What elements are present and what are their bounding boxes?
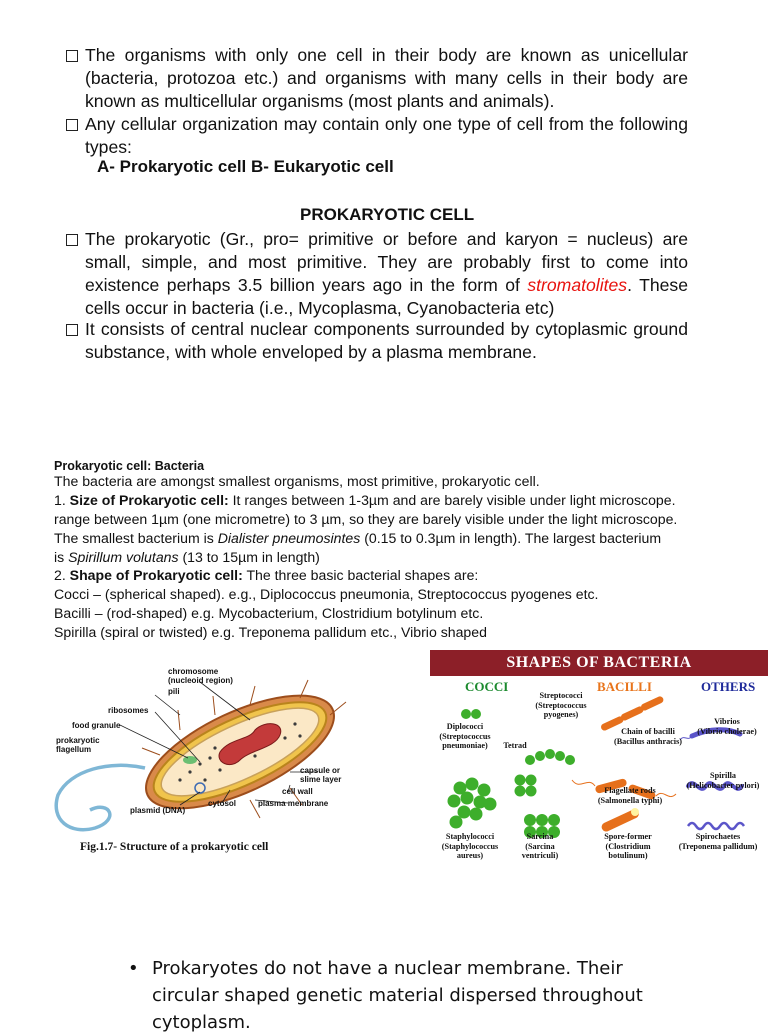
label-text: Spore-former (Clostridium botulinum) [604, 832, 652, 860]
stromatolites-highlight: stromatolites [527, 275, 628, 295]
text-part: is [54, 549, 69, 565]
largest-name: Spirillum volutans [68, 549, 179, 565]
label-text: Spirochaetes (Treponema pallidum) [678, 832, 758, 851]
label-pili: pili [168, 687, 180, 696]
title-text: Prokaryotic cell: Bacteria [54, 459, 205, 473]
size-line [54, 491, 754, 510]
text-part: (0.15 to 0.3µm in length). The largest bacterium [360, 530, 662, 546]
label-cytosol: cytosol [208, 799, 237, 808]
checkbox-bullet-icon [66, 234, 78, 246]
bullet-text: It consists of central nuclear components surrounded by cytoplasmic ground substance, with whole enveloped by a plasma membrane. [85, 319, 688, 362]
label-text: Spirilla (Helicobacter pylori) [686, 771, 760, 790]
checkbox-bullet-icon [66, 324, 78, 336]
label-flagellum-2: flagellum [56, 745, 92, 754]
size-text: It ranges between 1-3µm and are barely visible under light microscope. [228, 492, 676, 508]
bullet-text [66, 228, 688, 320]
size-number: 1. [54, 492, 70, 508]
label-text: Flagellate rods (Salmonella typhi) [597, 786, 663, 805]
label-streptococci [518, 691, 604, 720]
shapes-banner: SHAPES OF BACTERIA [430, 650, 768, 676]
label-spore-former [588, 832, 668, 861]
label-capsule-1: capsule or [300, 766, 341, 775]
checkbox-bullet-icon [66, 119, 78, 131]
prokaryotic-cell-diagram [50, 660, 370, 840]
label-spirochaetes [668, 832, 768, 851]
cell-figure-caption: Fig.1.7- Structure of a prokaryotic cell [80, 841, 269, 853]
spirochaetes-shape [688, 823, 744, 829]
label-ribosomes: ribosomes [108, 706, 149, 715]
label-text: Chain of bacilli (Bacillus anthracis) [613, 727, 682, 746]
label-chromosome: chromosome [168, 667, 219, 676]
bullet-text: Prokaryotes do not have a nuclear membrane. Their circular shaped genetic material dispersed throughout cytoplasm. [152, 958, 643, 1033]
bacilli-line: Bacilli – (rod-shaped) e.g. Mycobacterium, Clostridium botylinum etc. [54, 605, 484, 621]
flagellum-shape [56, 765, 145, 829]
label-text: Tetrad [503, 741, 527, 750]
label-text: Streptococci (Streptococcus pyogenes) [535, 691, 587, 719]
spirilla-line: Spirilla (spiral or twisted) e.g. Treponema pallidum etc., Vibrio shaped [54, 624, 487, 640]
food-granule-shape [183, 756, 197, 764]
checkbox-bullet-icon [66, 50, 78, 62]
label-plasma-membrane: plasma membrane [258, 799, 329, 808]
label-text: Diplococci (Streptococcus pneumoniae) [439, 722, 491, 750]
text-part: (13 to 15µm in length) [178, 549, 320, 565]
bullet-unicellular [66, 44, 688, 113]
bacteria-intro: The bacteria are amongst smallest organisms, most primitive, prokaryotic cell. [54, 473, 540, 489]
shapes-of-bacteria-figure [430, 650, 768, 862]
cocci-line: Cocci – (spherical shaped). e.g., Diplococcus pneumonia, Streptococcus pyogenes etc. [54, 586, 599, 602]
bullet-text: The organisms with only one cell in their body are known as unicellular (bacteria, protozoa etc.) and organisms with many cells in their body are known as multicellular organisms (most plants and animals). [85, 45, 688, 111]
label-sarcina [512, 832, 568, 861]
section-heading: PROKARYOTIC CELL [300, 205, 475, 224]
range-line: range between 1µm (one micrometre) to 3 µm, so they are barely visible under the light microscope. [54, 511, 678, 527]
label-vibrios [686, 717, 768, 736]
spore-former-shape [600, 808, 640, 833]
label-text: Staphylococci (Staphylococcus aureus) [441, 832, 499, 860]
header-bacilli: BACILLI [597, 679, 652, 694]
label-text: Vibrios (Vibrio cholerae) [697, 717, 757, 736]
label-flagellate [580, 786, 680, 805]
shape-label: Shape of Prokaryotic cell: [69, 567, 243, 583]
shape-number: 2. [54, 567, 70, 583]
label-flagellum-1: prokaryotic [56, 736, 100, 745]
smallest-name: Dialister pneumosintes [217, 530, 361, 546]
label-chain-bacilli [598, 727, 698, 746]
label-spirilla [678, 771, 768, 790]
label-food-granule: food granule [72, 721, 121, 730]
bullet-prokaryotic-definition [66, 228, 688, 320]
bullet-dot-icon: • [128, 958, 139, 979]
label-cell-wall: cell wall [282, 787, 313, 796]
label-nucleoid: (nucleoid region) [168, 676, 233, 685]
label-staphylococci [430, 832, 510, 861]
header-others: OTHERS [701, 679, 756, 694]
shape-text: The three basic bacterial shapes are: [242, 567, 479, 583]
staphylococci-shape [448, 778, 497, 829]
largest-line [54, 548, 754, 567]
label-plasmid: plasmid (DNA) [130, 806, 186, 815]
bullet-cellular-organization [66, 113, 688, 159]
label-diplococci [430, 722, 500, 751]
shape-line [54, 566, 754, 585]
bullet-components [66, 318, 688, 364]
text-part: . These cells occur in bacteria (i.e., Mycoplasma, Cyanobacteria etc) [85, 275, 689, 318]
size-label: Size of Prokaryotic cell: [69, 492, 229, 508]
text-part: The smallest bacterium is [54, 530, 218, 546]
header-cocci: COCCI [465, 679, 509, 694]
diplococci-shape [461, 709, 481, 719]
bullet-text: Any cellular organization may contain only one type of cell from the following types: [85, 114, 688, 157]
smallest-line [54, 529, 754, 548]
label-capsule-2: slime layer [300, 775, 342, 784]
streptococci-shape [525, 749, 575, 765]
label-tetrad [500, 741, 530, 751]
tetrad-shape [515, 775, 537, 797]
text-part: The prokaryotic (Gr., pro= primitive or before and karyon = nucleus) are small, simple, and most primitive. They are probably first to come into existence perhaps 3.5 billion years ago in the form of [85, 229, 688, 295]
label-text: Sarcina (Sarcina ventriculi) [521, 832, 559, 860]
cell-types-line: A- Prokaryotic cell B- Eukaryotic cell [97, 157, 394, 176]
